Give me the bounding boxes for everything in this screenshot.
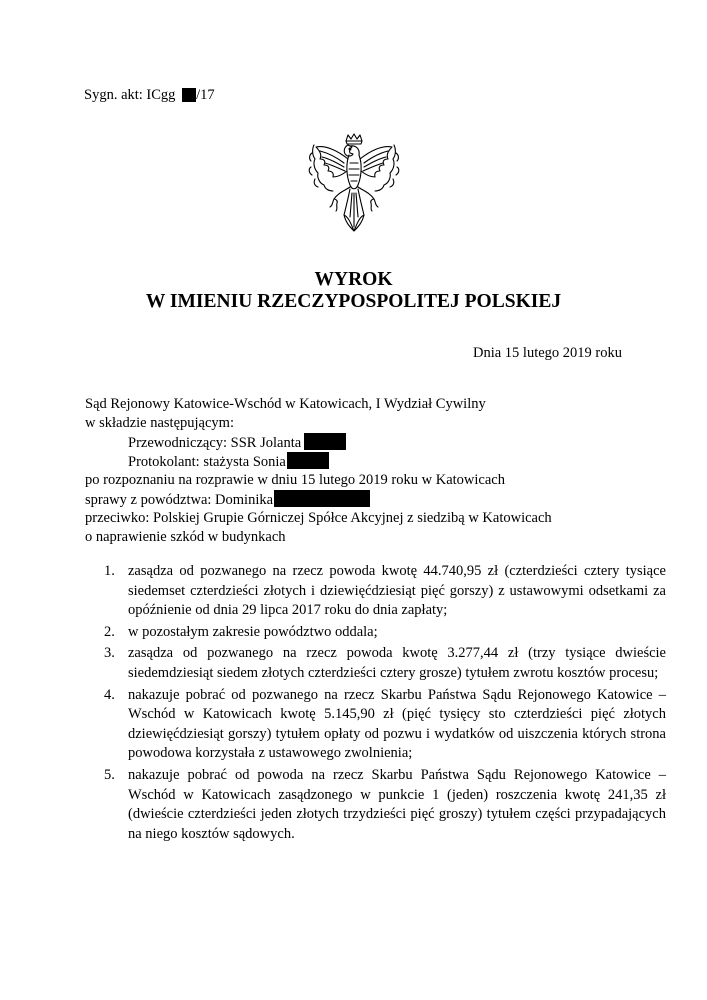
list-item xyxy=(104,623,666,643)
list-item-number: 1. xyxy=(104,563,115,579)
claimant-line xyxy=(85,490,370,510)
list-item xyxy=(104,766,666,844)
list-item xyxy=(104,686,666,764)
judgment-title: WYROK xyxy=(314,269,393,290)
list-item-text: w pozostałym zakresie powództwo oddala; xyxy=(128,623,378,640)
redaction-box xyxy=(182,88,196,102)
list-item-text: zasądza od pozwanego na rzecz powoda kwotę 44.740,95 zł (czterdzieści cztery tysiące siedemset czterdzieści złotych i dziewięćdziesiąt pięć gorszy) z ustawowymi odsetkami za opóźnienie od dnia 29 lipca 2017 roku do dnia zapłaty; xyxy=(128,563,666,619)
composition-label: w składzie następującym: xyxy=(85,415,234,431)
claimant-text: sprawy z powództwa: Dominika xyxy=(85,492,274,508)
list-item-text: zasądza od pozwanego na rzecz powoda kwotę 3.277,44 zł (trzy tysiące dwieście siedemdziesiąt siedem złotych czterdzieści cztery grosze) tytułem zwrotu kosztów procesu; xyxy=(128,645,666,681)
case-signature-suffix: /17 xyxy=(196,87,215,103)
court-clerk xyxy=(128,452,329,472)
redaction-box xyxy=(304,433,346,450)
list-item-number: 4. xyxy=(104,686,115,703)
judgment-date: Dnia 15 lutego 2019 roku xyxy=(472,345,622,361)
presiding-judge-text: Przewodniczący: SSR Jolanta xyxy=(128,435,302,451)
list-item-text: nakazuje pobrać od pozwanego na rzecz Skarbu Państwa Sądu Rejonowego Katowice – Wschód w Katowicach kwotę 5.145,90 zł (pięć tysięcy sto czterdzieści pięć złotych dziewięćdziesiąt gorszy) tytułem opłaty od pozwu i wydatków od uiszczenia których strona powodowa korzystała z ustawowego zwolnienia; xyxy=(128,686,666,762)
court-clerk-text: Protokolant: stażysta Sonia xyxy=(128,454,286,470)
case-subject: o naprawienie szkód w budynkach xyxy=(85,529,286,545)
defendant-line: przeciwko: Polskiej Grupie Górniczej Spółce Akcyjnej z siedzibą w Katowicach xyxy=(85,510,552,526)
judgment-subtitle: W IMIENIU RZECZYPOSPOLITEJ POLSKIEJ xyxy=(145,291,562,312)
presiding-judge xyxy=(128,433,346,453)
judgment-points-list xyxy=(85,562,666,846)
case-signature-prefix: Sygn. akt: ICgg xyxy=(84,87,176,103)
court-name: Sąd Rejonowy Katowice-Wschód w Katowicach, I Wydział Cywilny xyxy=(85,396,486,412)
list-item xyxy=(104,644,666,683)
redaction-box xyxy=(287,452,329,469)
list-item xyxy=(104,562,666,621)
list-item-number: 2. xyxy=(104,623,115,640)
list-item-text: nakazuje pobrać od powoda na rzecz Skarbu Państwa Sądu Rejonowego Katowice – Wschód w Katowicach zasądzonego w punkcie 1 (jeden) roszczenia kwotę 241,35 zł (dwieście czterdzieści jeden złotych trzydzieści pięć groszy) tytułem części przypadających na niego kosztów sądowych. xyxy=(128,766,666,842)
hearing-info: po rozpoznaniu na rozprawie w dniu 15 lutego 2019 roku w Katowicach xyxy=(85,472,505,488)
list-item-number: 3. xyxy=(104,645,115,662)
polish-eagle-emblem-icon xyxy=(306,133,402,233)
list-item-number: 5. xyxy=(104,766,115,783)
case-signature xyxy=(84,86,215,105)
redaction-box xyxy=(274,490,370,507)
